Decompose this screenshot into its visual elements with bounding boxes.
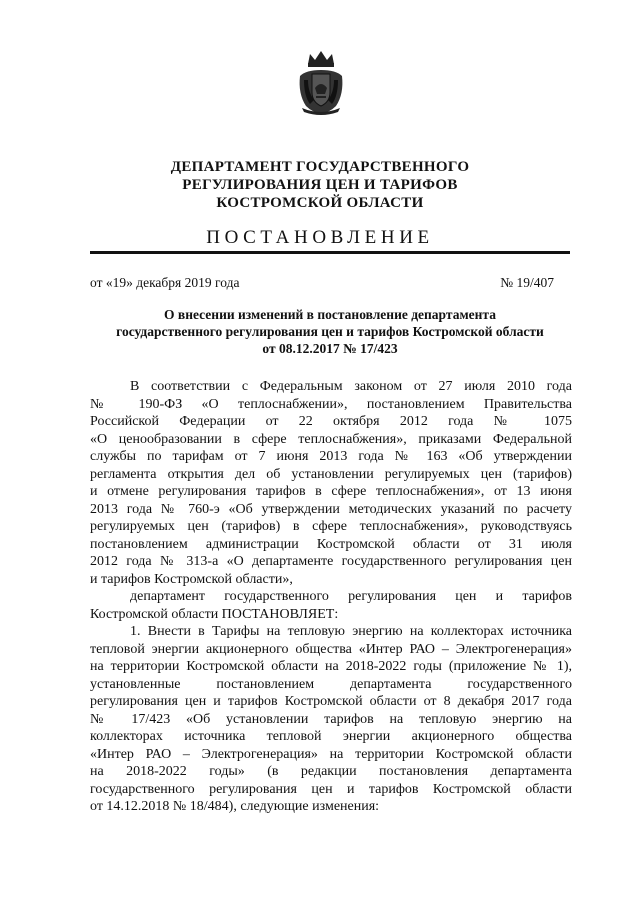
body-line: 1. Внести в Тарифы на тепловую энергию на коллекторах источника	[130, 624, 572, 639]
document-number: № 19/407	[500, 275, 554, 290]
body-line: службы по тарифам от 7 июня 2013 года № 163 «Об утверждении	[90, 449, 572, 464]
body-line: и тарифов Костромской области»,	[90, 571, 293, 587]
body-line: регулируемых цен (тарифов) в сфере теплоснабжения», руководствуясь	[90, 519, 572, 534]
body-line: тепловой энергии акционерного общества «Интер РАО – Электрогенерация»	[90, 641, 572, 657]
body-line: 2012 года № 313-а «О департаменте государственного регулирования цен	[90, 554, 572, 569]
body-line: департамент государственного регулирования цен и тарифов	[130, 589, 572, 604]
subject-line: О внесении изменений в постановление департамента	[164, 307, 496, 322]
subject-line: от 08.12.2017 № 17/423	[262, 341, 398, 356]
body-line: постановлением администрации Костромской области от 31 июля	[90, 536, 572, 552]
body-line: Костромской области ПОСТАНОВЛЯЕТ:	[90, 606, 339, 622]
body-line: установленные постановлением департамента государственного	[90, 676, 572, 692]
body-line: № 190-ФЗ «О теплоснабжении», постановлением Правительства	[90, 396, 572, 412]
body-line: коллекторах источника тепловой энергии акционерного общества	[90, 729, 572, 744]
body-line: и отмене регулирования тарифов в сфере теплоснабжения», от 13 июня	[90, 484, 572, 499]
body-line: № 17/423 «Об установлении тарифов на тепловую энергию на	[90, 711, 572, 727]
department-name-line: КОСТРОМСКОЙ ОБЛАСТИ	[216, 195, 424, 211]
body-line: Российской Федерации от 22 октября 2012 года № 1075	[90, 414, 572, 429]
coat-of-arms-emblem	[296, 50, 346, 116]
subject-line: государственного регулирования цен и тарифов Костромской области	[116, 324, 544, 339]
header-divider	[90, 251, 570, 254]
body-line: на территории Костромской области на 2018-2022 годы (приложение № 1),	[90, 659, 572, 674]
department-name-line: ДЕПАРТАМЕНТ ГОСУДАРСТВЕННОГО	[170, 159, 470, 175]
department-name-line: РЕГУЛИРОВАНИЯ ЦЕН И ТАРИФОВ	[182, 177, 458, 193]
body-line: регулирования цен и тарифов Костромской области от 8 декабря 2017 года	[90, 694, 572, 709]
body-line: на 2018-2022 годы» (в редакции постановления департамента	[90, 764, 572, 779]
body-line: 2013 года № 760-э «Об утверждении методических указаний по расчету	[90, 501, 572, 517]
body-line: В соответствии с Федеральным законом от 27 июля 2010 года	[130, 379, 572, 394]
body-line: «О ценообразовании в сфере теплоснабжения», приказами Федеральной	[90, 431, 572, 447]
document-date: от «19» декабря 2019 года	[90, 275, 240, 290]
body-line: государственного регулирования цен и тарифов Костромской области	[90, 781, 572, 797]
document-type-title: ПОСТАНОВЛЕНИЕ	[206, 227, 434, 248]
body-line: «Интер РАО – Электрогенерация» на территории Костромской области	[90, 746, 572, 762]
body-line: регламента открытия дел об установлении регулируемых цен (тарифов)	[90, 466, 572, 482]
body-line: от 14.12.2018 № 18/484), следующие изменения:	[90, 799, 380, 814]
